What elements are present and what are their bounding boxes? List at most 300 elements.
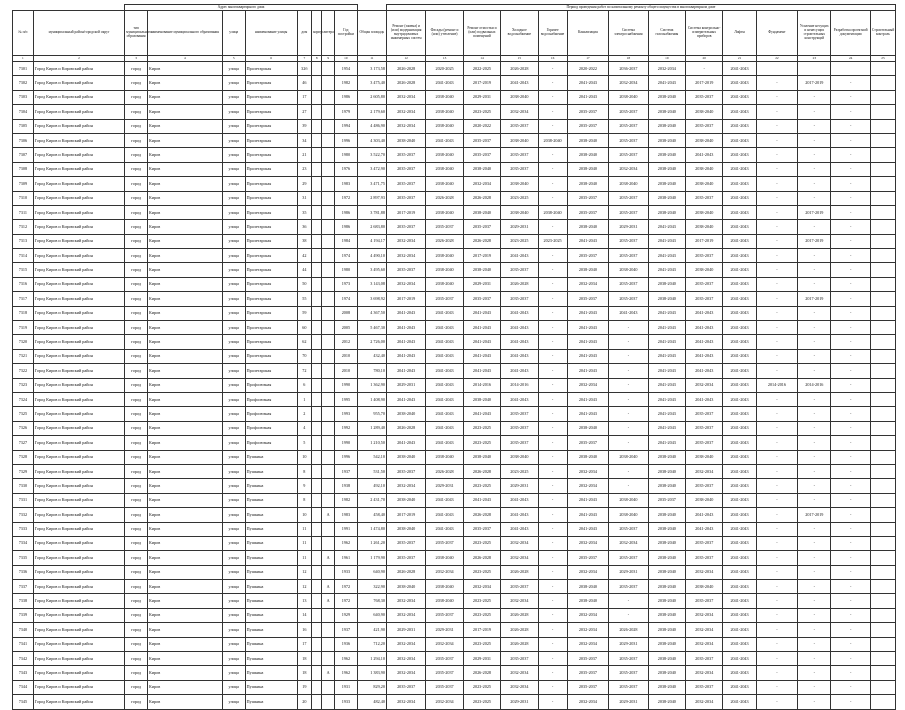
table-cell: 2035-2037 bbox=[686, 594, 723, 608]
table-cell: - bbox=[831, 335, 870, 349]
table-cell: Пролетарская bbox=[245, 292, 297, 306]
table-cell: Киров bbox=[148, 119, 223, 133]
table-row bbox=[13, 76, 896, 90]
table-cell: 21 bbox=[297, 148, 312, 162]
table-cell: улица bbox=[222, 191, 245, 205]
table-cell: улица bbox=[222, 364, 245, 378]
table-cell: - bbox=[756, 580, 798, 594]
table-cell bbox=[870, 421, 895, 435]
table-cell: - bbox=[756, 349, 798, 363]
table-cell: Пушкина bbox=[245, 536, 297, 550]
table-cell: 2026-2028 bbox=[463, 666, 500, 680]
table-cell bbox=[322, 148, 334, 162]
column-number: 23 bbox=[798, 56, 831, 62]
table-cell: 2038-2040 bbox=[686, 493, 723, 507]
table-cell: 59 bbox=[297, 306, 312, 320]
table-cell: 2 431,70 bbox=[357, 493, 386, 507]
table-cell: 2035-2037 bbox=[567, 551, 609, 565]
table-cell: 2026-2028 bbox=[463, 191, 500, 205]
table-cell: 2035-2037 bbox=[567, 652, 609, 666]
table-cell bbox=[312, 436, 322, 450]
table-cell: Киров bbox=[148, 464, 223, 478]
table-cell: Пушкина bbox=[245, 551, 297, 565]
table-cell: Киров bbox=[148, 177, 223, 191]
table-cell: 1933 bbox=[334, 695, 357, 709]
table-cell: 2038-2040 bbox=[567, 133, 609, 147]
table-cell: Пролетарская bbox=[245, 62, 297, 76]
table-cell: 1992 bbox=[334, 421, 357, 435]
table-cell: 2041-2043 bbox=[426, 508, 463, 522]
table-cell bbox=[322, 191, 334, 205]
table-cell: - bbox=[756, 335, 798, 349]
table-cell: 7331 bbox=[13, 493, 34, 507]
column-number: 7 bbox=[297, 56, 312, 62]
table-cell: 2035-2037 bbox=[386, 177, 425, 191]
table-cell: Город Киров и Кировский район bbox=[33, 421, 124, 435]
table-cell: - bbox=[798, 105, 831, 119]
table-cell bbox=[870, 493, 895, 507]
table-cell bbox=[322, 680, 334, 694]
table-cell: улица bbox=[222, 666, 245, 680]
table-cell bbox=[870, 464, 895, 478]
table-cell: 2032-2034 bbox=[648, 62, 685, 76]
table-cell: - bbox=[831, 493, 870, 507]
table-cell: Город Киров и Кировский район bbox=[33, 234, 124, 248]
table-cell: 1979 bbox=[334, 105, 357, 119]
table-cell: 7326 bbox=[13, 421, 34, 435]
table-cell bbox=[312, 608, 322, 622]
table-cell: - bbox=[756, 321, 798, 335]
table-cell: 2026-2028 bbox=[501, 608, 538, 622]
table-cell: - bbox=[538, 637, 567, 651]
column-header: наименование муниципального образования bbox=[148, 11, 223, 56]
table-cell: Город Киров и Кировский район bbox=[33, 652, 124, 666]
table-cell: 1962 bbox=[334, 666, 357, 680]
table-cell: - bbox=[831, 565, 870, 579]
table-cell: 2038-2040 bbox=[648, 191, 685, 205]
table-cell: улица bbox=[222, 392, 245, 406]
table-cell: 2035-2037 bbox=[609, 277, 648, 291]
table-cell bbox=[312, 450, 322, 464]
table-cell: 7329 bbox=[13, 464, 34, 478]
table-cell: - bbox=[798, 493, 831, 507]
table-cell: 1972 bbox=[334, 594, 357, 608]
table-cell: 2035-2037 bbox=[609, 105, 648, 119]
table-cell: 2041-2043 bbox=[426, 421, 463, 435]
table-cell: 2032-2034 bbox=[609, 76, 648, 90]
table-row bbox=[13, 479, 896, 493]
table-cell: 7317 bbox=[13, 292, 34, 306]
table-cell bbox=[322, 436, 334, 450]
table-cell: - bbox=[756, 105, 798, 119]
table-cell: 2038-2040 bbox=[567, 162, 609, 176]
table-cell: 2035-2037 bbox=[386, 464, 425, 478]
table-cell bbox=[870, 177, 895, 191]
table-cell: 2032-2034 bbox=[426, 637, 463, 651]
table-cell: 1974 bbox=[334, 292, 357, 306]
table-cell: - bbox=[831, 608, 870, 622]
table-cell: 2038-2040 bbox=[648, 508, 685, 522]
table-cell: 2038-2040 bbox=[686, 450, 723, 464]
table-cell: Город Киров и Кировский район bbox=[33, 637, 124, 651]
table-cell: 2035-2037 bbox=[686, 536, 723, 550]
table-cell: 7316 bbox=[13, 277, 34, 291]
column-number: 17 bbox=[567, 56, 609, 62]
table-cell: 2038-2040 bbox=[648, 551, 685, 565]
table-cell bbox=[312, 292, 322, 306]
table-cell: 2041-2043 bbox=[648, 392, 685, 406]
table-cell: - bbox=[538, 148, 567, 162]
table-cell: Пушкина bbox=[245, 493, 297, 507]
table-cell: 2032-2034 bbox=[567, 695, 609, 709]
table-cell: улица bbox=[222, 177, 245, 191]
table-cell: 2029-2031 bbox=[463, 652, 500, 666]
table-cell: 2035-2037 bbox=[609, 522, 648, 536]
table-cell bbox=[312, 565, 322, 579]
table-cell: город bbox=[125, 522, 148, 536]
table-cell: 2041-2043 bbox=[609, 306, 648, 320]
table-cell bbox=[312, 551, 322, 565]
table-cell: 2026-2028 bbox=[501, 623, 538, 637]
table-cell: 492,10 bbox=[357, 479, 386, 493]
table-cell: улица bbox=[222, 536, 245, 550]
table-row bbox=[13, 522, 896, 536]
table-cell: 1 362,90 bbox=[357, 378, 386, 392]
table-cell bbox=[312, 666, 322, 680]
table-cell bbox=[870, 162, 895, 176]
table-cell: улица bbox=[222, 105, 245, 119]
table-cell: 1 210,50 bbox=[357, 436, 386, 450]
table-cell: - bbox=[538, 522, 567, 536]
column-number: 11 bbox=[357, 56, 386, 62]
table-cell: 2038-2040 bbox=[648, 536, 685, 550]
table-cell: 2041-2043 bbox=[723, 464, 756, 478]
table-cell: 2035-2037 bbox=[567, 105, 609, 119]
table-cell: 1983 bbox=[334, 508, 357, 522]
table-cell bbox=[870, 205, 895, 219]
table-cell: 44 bbox=[297, 263, 312, 277]
table-cell: Киров bbox=[148, 249, 223, 263]
table-cell: улица bbox=[222, 493, 245, 507]
table-cell: 29 bbox=[297, 177, 312, 191]
table-cell: 2032-2034 bbox=[686, 623, 723, 637]
table-cell: 2032-2034 bbox=[686, 637, 723, 651]
table-cell: 2038-2040 bbox=[648, 277, 685, 291]
table-cell: 2032-2034 bbox=[386, 105, 425, 119]
column-number: 14 bbox=[463, 56, 500, 62]
table-cell: - bbox=[756, 191, 798, 205]
table-cell: 2038-2040 bbox=[386, 133, 425, 147]
table-cell: 2041-2043 bbox=[501, 364, 538, 378]
column-number: 12 bbox=[386, 56, 425, 62]
table-cell: город bbox=[125, 76, 148, 90]
table-cell: - bbox=[609, 407, 648, 421]
table-cell: 2041-2043 bbox=[426, 335, 463, 349]
table-cell: - bbox=[538, 680, 567, 694]
table-cell: Киров bbox=[148, 263, 223, 277]
table-cell: 2035-2037 bbox=[386, 551, 425, 565]
table-cell bbox=[322, 695, 334, 709]
table-cell: - bbox=[831, 623, 870, 637]
table-cell: 2038-2040 bbox=[648, 105, 685, 119]
table-cell bbox=[312, 364, 322, 378]
table-cell: город bbox=[125, 205, 148, 219]
table-cell bbox=[322, 263, 334, 277]
table-cell bbox=[312, 177, 322, 191]
table-cell: 2038-2040 bbox=[426, 205, 463, 219]
table-cell: 2032-2034 bbox=[501, 666, 538, 680]
table-cell: - bbox=[538, 450, 567, 464]
table-cell: Пушкина bbox=[245, 680, 297, 694]
table-cell: Город Киров и Кировский район bbox=[33, 594, 124, 608]
table-cell bbox=[322, 306, 334, 320]
table-cell: 35 bbox=[297, 205, 312, 219]
table-cell: 2014-2016 bbox=[756, 378, 798, 392]
table-cell: 2017-2019 bbox=[386, 205, 425, 219]
table-cell: 7344 bbox=[13, 680, 34, 694]
table-cell: Профсоюзная bbox=[245, 407, 297, 421]
table-cell: улица bbox=[222, 148, 245, 162]
table-cell: 2035-2037 bbox=[609, 551, 648, 565]
table-cell: 1937 bbox=[334, 623, 357, 637]
table-cell: 2035-2037 bbox=[567, 249, 609, 263]
table-cell: 7320 bbox=[13, 335, 34, 349]
table-cell: 2038-2040 bbox=[609, 493, 648, 507]
table-cell: 2041-2043 bbox=[463, 349, 500, 363]
table-cell: город bbox=[125, 637, 148, 651]
table-cell: улица bbox=[222, 551, 245, 565]
table-cell: - bbox=[538, 277, 567, 291]
table-cell: 3 475,40 bbox=[357, 76, 386, 90]
table-cell: 1962 bbox=[334, 536, 357, 550]
table-cell: - bbox=[756, 508, 798, 522]
table-cell: 2041-2043 bbox=[648, 436, 685, 450]
table-cell: 2041-2043 bbox=[648, 321, 685, 335]
table-cell: Киров bbox=[148, 407, 223, 421]
table-cell: Пушкина bbox=[245, 464, 297, 478]
table-cell: 2026-2028 bbox=[463, 464, 500, 478]
table-cell: 2026-2028 bbox=[501, 565, 538, 579]
table-cell: 2035-2037 bbox=[686, 680, 723, 694]
table-cell: 2012 bbox=[334, 335, 357, 349]
table-cell bbox=[322, 220, 334, 234]
table-cell: 7341 bbox=[13, 637, 34, 651]
table-cell: 2038-2040 bbox=[648, 479, 685, 493]
table-cell: 7332 bbox=[13, 508, 34, 522]
table-cell: 2017-2019 bbox=[798, 292, 831, 306]
table-cell bbox=[870, 652, 895, 666]
table-cell: - bbox=[831, 105, 870, 119]
table-cell: 2038-2040 bbox=[648, 464, 685, 478]
table-cell bbox=[312, 594, 322, 608]
table-cell: - bbox=[798, 364, 831, 378]
table-cell: - bbox=[609, 321, 648, 335]
table-cell bbox=[831, 62, 870, 76]
table-cell: 7306 bbox=[13, 133, 34, 147]
table-cell: 1933 bbox=[334, 565, 357, 579]
table-cell: - bbox=[538, 421, 567, 435]
table-cell: 7322 bbox=[13, 364, 34, 378]
table-cell: 2023-2025 bbox=[463, 105, 500, 119]
table-row bbox=[13, 436, 896, 450]
table-cell: Город Киров и Кировский район bbox=[33, 580, 124, 594]
table-cell: 2041-2043 bbox=[723, 177, 756, 191]
table-cell: Пролетарская bbox=[245, 220, 297, 234]
table-cell: Киров bbox=[148, 277, 223, 291]
table-cell: Киров bbox=[148, 191, 223, 205]
table-cell: - bbox=[831, 234, 870, 248]
table-cell bbox=[870, 263, 895, 277]
table-cell bbox=[312, 378, 322, 392]
table-cell bbox=[322, 292, 334, 306]
table-cell: город bbox=[125, 335, 148, 349]
table-cell: Город Киров и Кировский район bbox=[33, 263, 124, 277]
table-cell: 2041-2043 bbox=[567, 234, 609, 248]
table-cell: 2041-2043 bbox=[386, 349, 425, 363]
table-cell: 2041-2043 bbox=[426, 76, 463, 90]
table-cell: 2035-2037 bbox=[567, 205, 609, 219]
table-cell: 1938 bbox=[334, 479, 357, 493]
table-cell: 2032-2034 bbox=[386, 119, 425, 133]
table-cell: 2035-2037 bbox=[426, 292, 463, 306]
table-cell: 2026-2028 bbox=[501, 277, 538, 291]
table-cell: - bbox=[798, 695, 831, 709]
column-header: наименование улицы bbox=[245, 11, 297, 56]
table-cell: - bbox=[609, 436, 648, 450]
table-cell: 2041-2043 bbox=[648, 263, 685, 277]
table-cell: 2022-2025 bbox=[463, 62, 500, 76]
table-cell: 2026-2028 bbox=[501, 637, 538, 651]
table-cell: 23 bbox=[297, 162, 312, 176]
table-cell: 2041-2043 bbox=[463, 493, 500, 507]
table-cell: 2041-2043 bbox=[463, 407, 500, 421]
table-cell: Профсоюзная bbox=[245, 392, 297, 406]
table-cell bbox=[322, 364, 334, 378]
table-cell bbox=[322, 565, 334, 579]
table-cell: 2041-2043 bbox=[723, 191, 756, 205]
table-cell: 2041-2043 bbox=[648, 349, 685, 363]
table-cell: Пролетарская bbox=[245, 177, 297, 191]
table-cell: 2035-2037 bbox=[426, 220, 463, 234]
table-cell: 2041-2043 bbox=[723, 205, 756, 219]
table-cell: 2038-2040 bbox=[538, 205, 567, 219]
table-cell: 2041-2043 bbox=[501, 321, 538, 335]
table-cell: 2038-2040 bbox=[648, 90, 685, 104]
table-cell: улица bbox=[222, 263, 245, 277]
table-row bbox=[13, 666, 896, 680]
table-cell: 2017-2019 bbox=[798, 234, 831, 248]
table-cell: - bbox=[538, 608, 567, 622]
table-cell: город bbox=[125, 62, 148, 76]
table-cell: 36 bbox=[297, 220, 312, 234]
table-cell: 2041-2043 bbox=[463, 335, 500, 349]
table-cell: улица bbox=[222, 76, 245, 90]
table-cell: 2038-2040 bbox=[686, 162, 723, 176]
table-cell: 2041-2043 bbox=[463, 364, 500, 378]
table-cell bbox=[312, 277, 322, 291]
table-cell: улица bbox=[222, 205, 245, 219]
table-cell: 2041-2043 bbox=[426, 436, 463, 450]
table-cell: 2017-2019 bbox=[798, 76, 831, 90]
column-number: 9 bbox=[322, 56, 334, 62]
table-cell: 2041-2043 bbox=[723, 608, 756, 622]
header-columns-row bbox=[13, 11, 896, 56]
table-cell: 2023-2025 bbox=[463, 436, 500, 450]
table-cell: - bbox=[798, 421, 831, 435]
table-cell: - bbox=[756, 637, 798, 651]
table-cell: 2041-2043 bbox=[463, 321, 500, 335]
table-cell: 2029-2031 bbox=[609, 637, 648, 651]
table-cell bbox=[870, 349, 895, 363]
table-cell: 1982 bbox=[334, 493, 357, 507]
table-cell: 2038-2040 bbox=[648, 623, 685, 637]
table-cell: улица bbox=[222, 450, 245, 464]
table-cell: - bbox=[756, 695, 798, 709]
table-cell: 2035-2037 bbox=[609, 119, 648, 133]
table-cell: 2041-2043 bbox=[426, 522, 463, 536]
table-cell: 1983 bbox=[334, 177, 357, 191]
table-cell: 1995 bbox=[334, 392, 357, 406]
table-cell: 2029-2031 bbox=[463, 90, 500, 104]
table-cell: 2035-2037 bbox=[501, 580, 538, 594]
table-cell: - bbox=[798, 321, 831, 335]
table-cell: город bbox=[125, 306, 148, 320]
table-cell: 2035-2037 bbox=[686, 292, 723, 306]
table-cell: - bbox=[538, 177, 567, 191]
table-cell bbox=[312, 392, 322, 406]
table-cell: 2023-2025 bbox=[463, 421, 500, 435]
column-header: тип муниципального образования bbox=[125, 11, 148, 56]
table-cell: Пролетарская bbox=[245, 119, 297, 133]
table-row bbox=[13, 335, 896, 349]
table-cell: город bbox=[125, 220, 148, 234]
table-cell: 2032-2034 bbox=[386, 234, 425, 248]
table-cell: - bbox=[538, 76, 567, 90]
table-cell: 7313 bbox=[13, 234, 34, 248]
table-cell: 482,40 bbox=[357, 695, 386, 709]
table-cell: 2038-2040 bbox=[609, 450, 648, 464]
table-cell bbox=[322, 335, 334, 349]
table-cell: 2026-2028 bbox=[463, 551, 500, 565]
table-cell: 2023-2025 bbox=[501, 191, 538, 205]
table-cell: - bbox=[756, 623, 798, 637]
table-cell: 2023-2025 bbox=[501, 234, 538, 248]
table-cell bbox=[312, 306, 322, 320]
table-cell: 2041-2043 bbox=[723, 349, 756, 363]
table-cell: А bbox=[322, 508, 334, 522]
table-cell: 2035-2037 bbox=[501, 421, 538, 435]
table-cell: 2038-2040 bbox=[686, 220, 723, 234]
column-header: Строительный контроль bbox=[870, 11, 895, 56]
table-cell: Киров bbox=[148, 695, 223, 709]
table-cell: 3 472,90 bbox=[357, 162, 386, 176]
table-cell: 1 261,20 bbox=[357, 536, 386, 550]
table-row bbox=[13, 680, 896, 694]
table-cell bbox=[312, 133, 322, 147]
table-cell: Киров bbox=[148, 378, 223, 392]
table-cell: 2026-2028 bbox=[463, 508, 500, 522]
table-cell: 2041-2043 bbox=[567, 493, 609, 507]
table-cell: - bbox=[538, 392, 567, 406]
table-cell bbox=[312, 623, 322, 637]
table-cell: 50 bbox=[297, 277, 312, 291]
table-cell: 2 897,93 bbox=[357, 191, 386, 205]
table-cell: 1990 bbox=[334, 436, 357, 450]
table-cell: 2041-2043 bbox=[648, 407, 685, 421]
column-header: Ремонт (замена) и (или) модернизация внутридомовых инженерных систем bbox=[386, 11, 425, 56]
table-cell: 2032-2034 bbox=[463, 177, 500, 191]
table-cell: Пролетарская bbox=[245, 205, 297, 219]
